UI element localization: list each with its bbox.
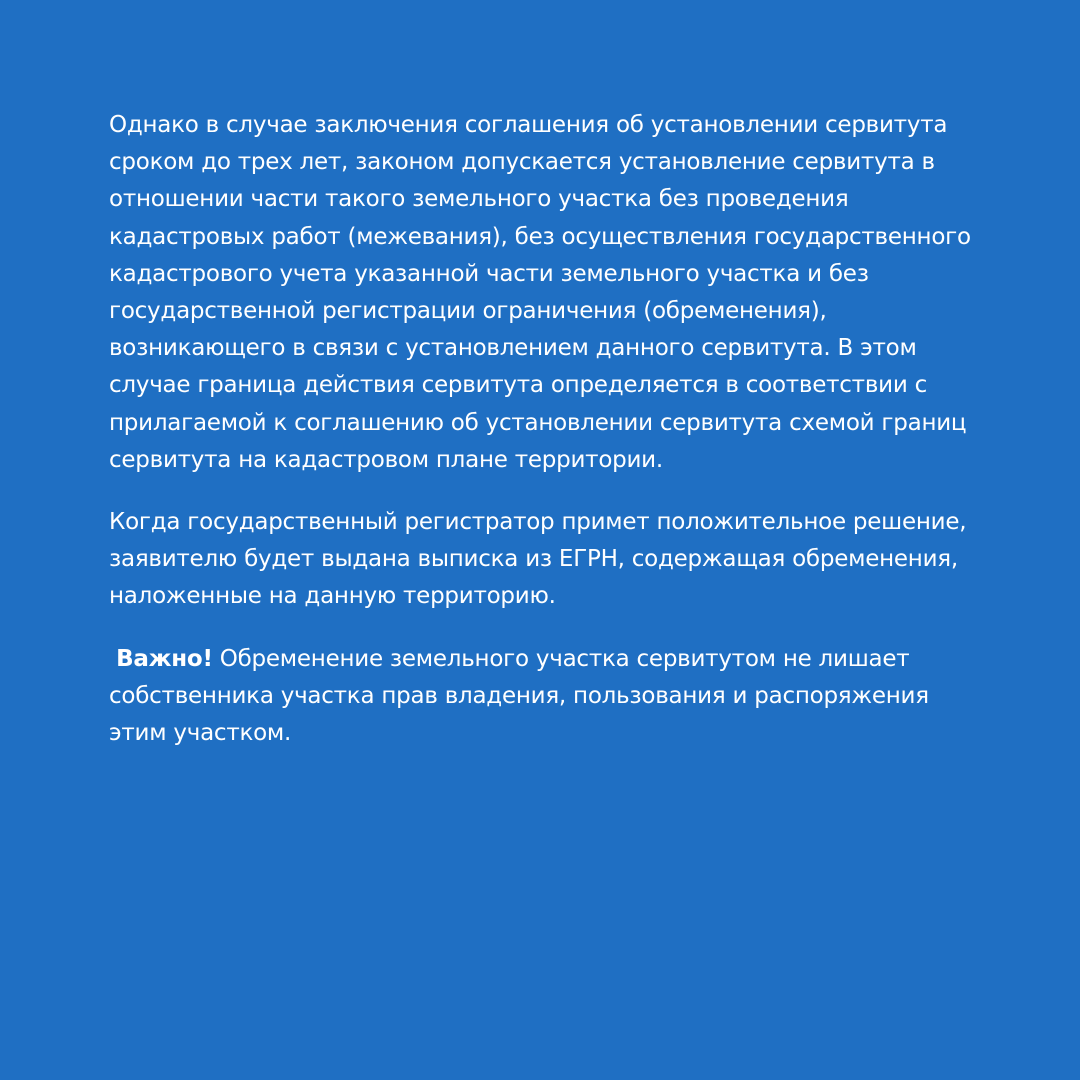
paragraph-registration-decision: Когда государственный регистратор примет положительное решение, заявителю будет выдана выписка из ЕГРН, содержащая обременения, наложенные на данную территорию. (109, 509, 967, 610)
text-content (109, 107, 981, 752)
paragraph-important-note (109, 641, 981, 753)
important-text: Обременение земельного участка сервитутом не лишает собственника участка прав владения, пользования и распоряжения этим участком. (109, 645, 929, 747)
important-label: Важно! (116, 645, 213, 672)
paragraph-servitude-terms: Однако в случае заключения соглашения об установлении сервитута сроком до трех лет, законом допускается установление сервитута в отношении части такого земельного участка без проведения кадастровых работ (межевания), без осуществления государственного кадастрового учета указанной части земельного участка и без государственной регистрации ограничения (обременения), возникающего в связи с установлением данного сервитута. В этом случае граница действия сервитута определяется в соответствии с прилагаемой к соглашению об установлении сервитута схемой границ сервитута на кадастровом плане территории. (109, 112, 971, 473)
